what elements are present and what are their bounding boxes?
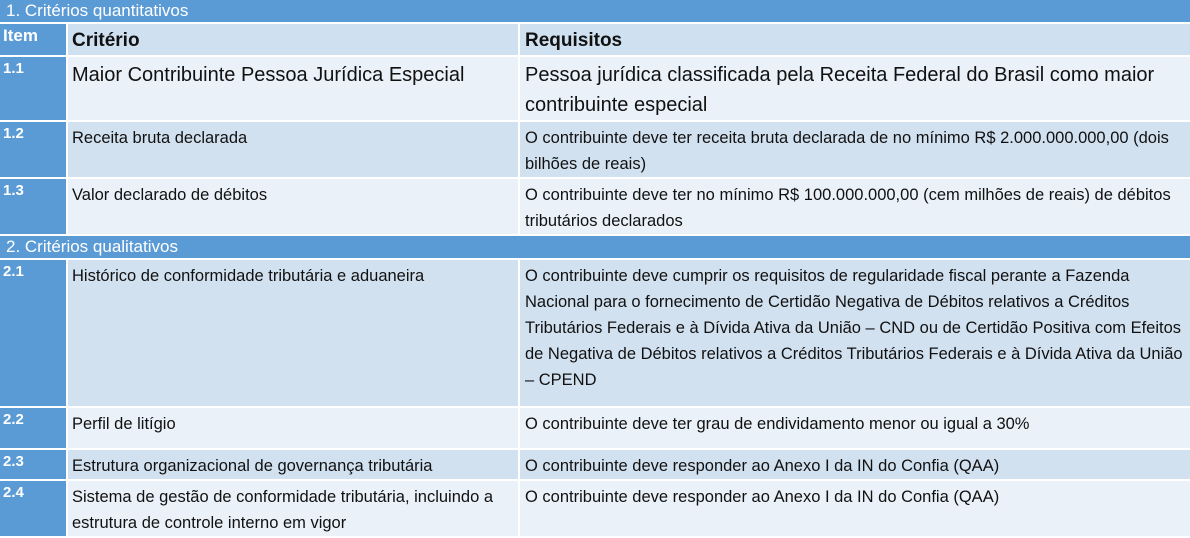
table-header-row <box>0 24 1190 57</box>
row-item: 1.3 <box>0 179 66 236</box>
row-requisitos: O contribuinte deve cumprir os requisitos de regularidade fiscal perante a Fazenda Nacional para o fornecimento de Certidão Negativa de Débitos relativos a Créditos Tributários Federais e à Dívida Ativa da União – CND ou de Certidão Positiva com Efeitos de Negativa de Débitos relativos a Créditos Tributários Federais e à Dívida Ativa da União – CPEND <box>518 260 1190 408</box>
section-header-qualitative <box>0 236 1190 260</box>
row-item: 1.2 <box>0 122 66 179</box>
row-criterio: Sistema de gestão de conformidade tributária, incluindo a estrutura de controle interno em vigor <box>66 481 518 538</box>
row-item: 2.1 <box>0 260 66 408</box>
header-item: Item <box>0 24 66 57</box>
header-requisitos: Requisitos <box>518 24 1190 57</box>
row-item: 2.3 <box>0 450 66 481</box>
row-requisitos: O contribuinte deve ter grau de endividamento menor ou igual a 30% <box>518 408 1190 450</box>
row-item: 2.2 <box>0 408 66 450</box>
table-row <box>0 122 1190 179</box>
row-criterio: Estrutura organizacional de governança tributária <box>66 450 518 481</box>
table-row <box>0 450 1190 481</box>
section-title: 1. Critérios quantitativos <box>0 0 1190 24</box>
row-criterio: Perfil de litígio <box>66 408 518 450</box>
row-requisitos: O contribuinte deve responder ao Anexo I da IN do Confia (QAA) <box>518 450 1190 481</box>
table-row <box>0 57 1190 122</box>
row-criterio: Receita bruta declarada <box>66 122 518 179</box>
row-item: 1.1 <box>0 57 66 122</box>
row-criterio: Histórico de conformidade tributária e aduaneira <box>66 260 518 408</box>
row-requisitos: O contribuinte deve responder ao Anexo I da IN do Confia (QAA) <box>518 481 1190 538</box>
row-item: 2.4 <box>0 481 66 538</box>
row-requisitos: Pessoa jurídica classificada pela Receita Federal do Brasil como maior contribuinte especial <box>518 57 1190 122</box>
row-requisitos: O contribuinte deve ter no mínimo R$ 100.000.000,00 (cem milhões de reais) de débitos tributários declarados <box>518 179 1190 236</box>
table-row <box>0 179 1190 236</box>
row-requisitos: O contribuinte deve ter receita bruta declarada de no mínimo R$ 2.000.000.000,00 (dois bilhões de reais) <box>518 122 1190 179</box>
table-row <box>0 408 1190 450</box>
table-row <box>0 260 1190 408</box>
row-criterio: Maior Contribuinte Pessoa Jurídica Especial <box>66 57 518 122</box>
header-criterio: Critério <box>66 24 518 57</box>
table-row <box>0 481 1190 538</box>
row-criterio: Valor declarado de débitos <box>66 179 518 236</box>
section-title: 2. Critérios qualitativos <box>0 236 1190 260</box>
section-header-quantitative <box>0 0 1190 24</box>
